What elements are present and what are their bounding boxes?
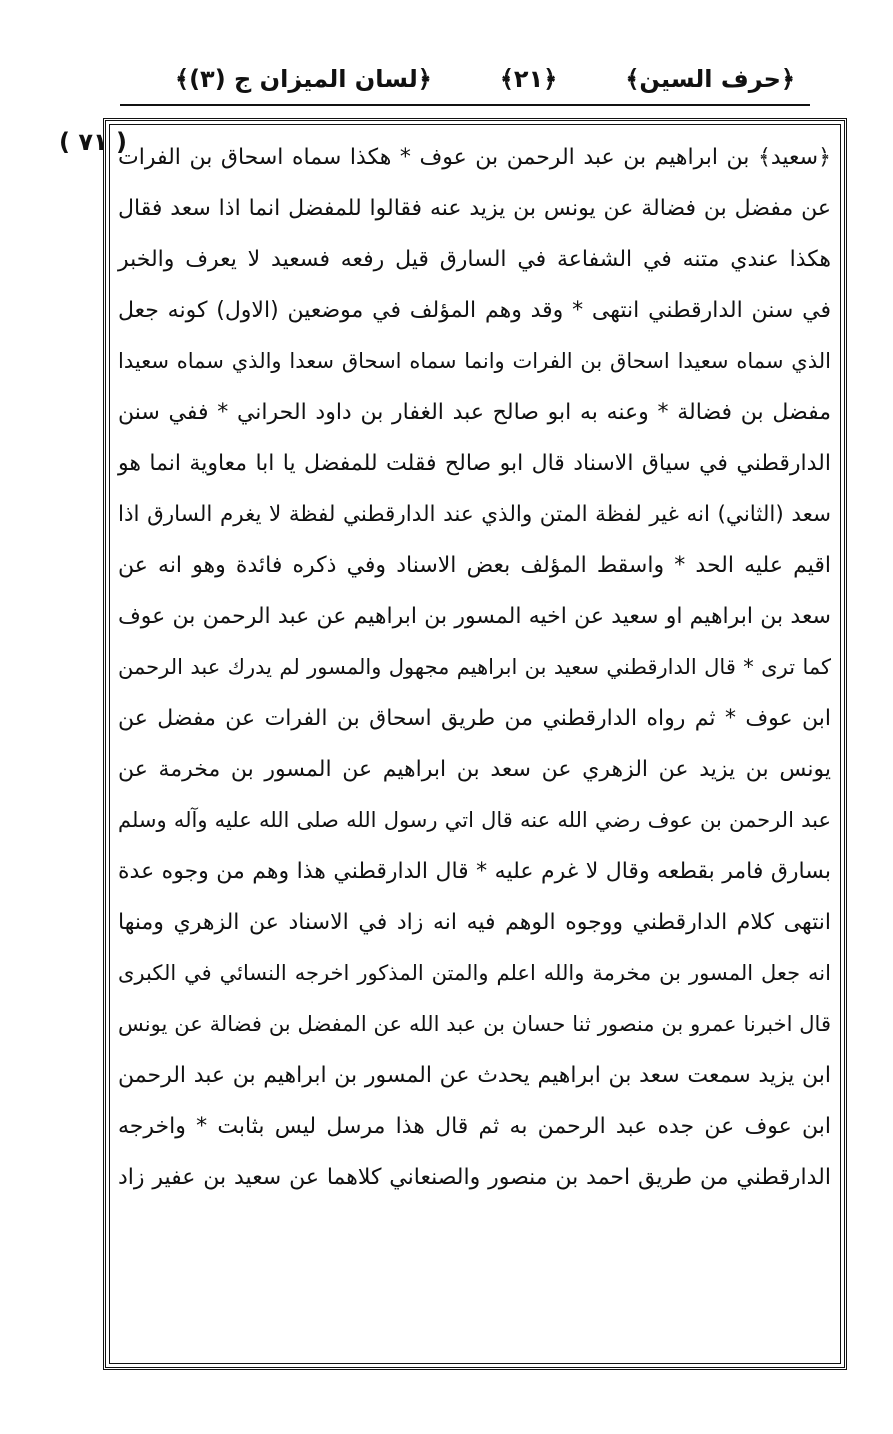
text-line: عن مفضل بن فضالة عن يونس بن يزيد عنه فقالوا للمفضل انما اذا سعد فقال xyxy=(118,196,831,221)
text-body xyxy=(112,132,837,1362)
entry-number: ( ٧١ ) xyxy=(59,128,127,156)
text-line: في سنن الدارقطني انتهى * وقد وهم المؤلف في موضعين (الاول) كونه جعل xyxy=(118,298,831,323)
text-line: كما ترى * قال الدارقطني سعيد بن ابراهيم مجهول والمسور لم يدرك عبد الرحمن xyxy=(118,655,831,679)
header-chapter: ﴿حرف السين﴾ xyxy=(625,65,795,93)
text-line: انتهى كلام الدارقطني ووجوه الوهم فيه انه زاد في الاسناد عن الزهري ومنها xyxy=(118,910,831,935)
header-book-title: ﴿لسان الميزان ج (٣)﴾ xyxy=(175,65,432,93)
text-line: الدارقطني في سياق الاسناد قال ابو صالح فقلت للمفضل يا ابا معاوية انما هو xyxy=(118,451,831,476)
text-line: قال اخبرنا عمرو بن منصور ثنا حسان بن عبد الله عن المفضل بن فضالة عن يونس xyxy=(118,1012,831,1036)
text-line: بسارق فامر بقطعه وقال لا غرم عليه * قال الدارقطني هذا وهم من وجوه عدة xyxy=(118,859,831,884)
text-line: سعد بن ابراهيم او سعيد عن اخيه المسور بن ابراهيم عن عبد الرحمن بن عوف xyxy=(118,604,831,629)
header-divider xyxy=(120,104,810,106)
text-line: انه جعل المسور بن مخرمة والله اعلم والمتن المذكور اخرجه النسائي في الكبرى xyxy=(118,961,831,985)
text-line: ابن عوف عن جده عبد الرحمن به ثم قال هذا مرسل ليس بثابت * واخرجه xyxy=(118,1114,831,1139)
text-line: يونس بن يزيد عن الزهري عن سعد بن ابراهيم عن المسور بن مخرمة عن xyxy=(118,757,831,782)
text-line: ابن يزيد سمعت سعد بن ابراهيم يحدث عن المسور بن ابراهيم بن عبد الرحمن xyxy=(118,1063,831,1088)
text-line: ﴿سعيد﴾ بن ابراهيم بن عبد الرحمن بن عوف * هكذا سماه اسحاق بن الفرات xyxy=(118,145,831,170)
text-line: الدارقطني من طريق احمد بن منصور والصنعاني كلاهما عن سعيد بن عفير زاد xyxy=(118,1165,831,1190)
text-line: مفضل بن فضالة * وعنه به ابو صالح عبد الغفار بن داود الحراني * ففي سنن xyxy=(118,400,831,425)
text-line: سعد (الثاني) انه غير لفظة المتن والذي عند الدارقطني لفظة لا يغرم السارق اذا xyxy=(118,502,831,527)
text-line: الذي سماه سعيدا اسحاق بن الفرات وانما سماه اسحاق سعدا والذي سماه سعيدا xyxy=(118,349,831,373)
text-line: ابن عوف * ثم رواه الدارقطني من طريق اسحاق بن الفرات عن مفضل عن xyxy=(118,706,831,731)
header-page-number: ﴿٢١﴾ xyxy=(499,65,558,93)
text-line: هكذا عندي متنه في الشفاعة في السارق قيل رفعه فسعيد لا يعرف والخبر xyxy=(118,247,831,272)
text-line: عبد الرحمن بن عوف رضي الله عنه قال اتي رسول الله صلى الله عليه وآله وسلم xyxy=(118,808,831,832)
text-line: اقيم عليه الحد * واسقط المؤلف بعض الاسناد وفي ذكره فائدة وهو انه عن xyxy=(118,553,831,578)
page-header xyxy=(175,55,795,103)
